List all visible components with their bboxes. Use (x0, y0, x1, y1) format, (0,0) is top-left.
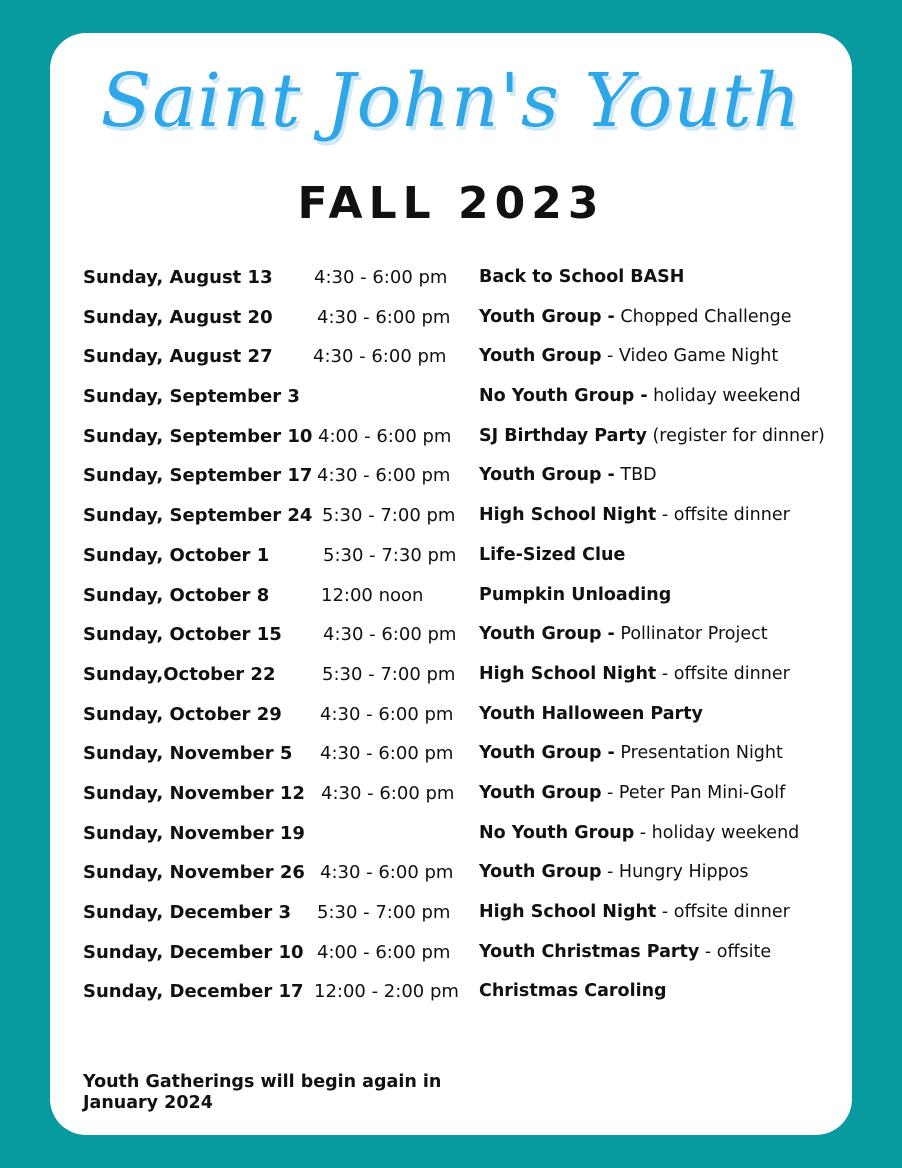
event-description (479, 774, 785, 814)
event-description (479, 734, 783, 774)
event-date: Sunday, August 13 (83, 267, 273, 288)
schedule-row (83, 536, 823, 576)
event-time: 5:30 - 7:00 pm (322, 505, 456, 527)
event-detail: - offsite dinner (656, 663, 790, 684)
event-title: Pumpkin Unloading (479, 584, 672, 605)
event-date: Sunday, November 5 (83, 743, 293, 765)
event-title: No Youth Group - (479, 386, 648, 407)
event-time: 12:00 noon (321, 584, 424, 606)
footer-note: Youth Gatherings will begin again in January 2024 (83, 1072, 442, 1113)
schedule-row (83, 933, 823, 973)
event-title: Youth Group (479, 782, 602, 803)
event-date: Sunday, October 29 (83, 703, 282, 725)
schedule-row (83, 655, 823, 695)
schedule-row (83, 972, 823, 1012)
event-date: Sunday, August 20 (83, 306, 273, 328)
event-time: 4:00 - 6:00 pm (318, 425, 452, 447)
event-title: High School Night (479, 663, 657, 684)
event-title: High School Night (479, 505, 657, 526)
event-description (479, 337, 778, 377)
event-detail: Presentation Night (614, 743, 783, 764)
event-title: SJ Birthday Party (479, 425, 647, 446)
event-time: 4:30 - 6:00 pm (323, 624, 457, 646)
event-time: 4:30 - 6:00 pm (314, 267, 448, 288)
event-time: 4:30 - 6:00 pm (320, 703, 454, 725)
event-detail: - Peter Pan Mini-Golf (601, 782, 786, 803)
event-title: Youth Group (479, 346, 602, 367)
event-description (479, 576, 671, 616)
event-detail: - offsite dinner (656, 505, 790, 526)
event-detail: - offsite (699, 941, 772, 962)
event-detail: - offsite dinner (656, 902, 790, 922)
event-date: Sunday, September 17 (83, 465, 313, 487)
schedule-row (83, 774, 823, 814)
event-title: Life-Sized Clue (479, 544, 626, 565)
page-title: Saint John's Youth (100, 58, 802, 144)
event-description (479, 258, 684, 298)
event-description (479, 853, 749, 893)
event-title: High School Night (479, 902, 657, 922)
event-detail: - Hungry Hippos (601, 862, 749, 883)
schedule-row (83, 258, 823, 298)
event-date: Sunday, October 8 (83, 584, 270, 606)
event-time: 4:30 - 6:00 pm (320, 743, 454, 765)
event-date: Sunday, September 10 (83, 425, 313, 447)
event-title: Youth Group - (479, 465, 615, 486)
event-date: Sunday, August 27 (83, 346, 273, 368)
schedule-row (83, 893, 823, 933)
event-description (479, 972, 667, 1012)
event-time: 5:30 - 7:30 pm (323, 544, 457, 566)
schedule-row (83, 814, 823, 854)
event-date: Sunday, October 1 (83, 544, 270, 566)
event-time: 4:30 - 6:00 pm (321, 782, 455, 804)
event-date: Sunday, November 26 (83, 862, 305, 884)
event-date: Sunday, December 10 (83, 941, 304, 963)
event-detail: - holiday weekend (634, 822, 800, 843)
schedule-list (83, 258, 823, 1012)
event-description (479, 536, 625, 576)
event-date: Sunday, December 3 (83, 902, 292, 923)
event-date: Sunday, November 19 (83, 822, 305, 844)
event-detail: Chopped Challenge (614, 306, 792, 327)
event-description (479, 615, 768, 655)
event-description (479, 655, 790, 695)
event-description (479, 814, 799, 854)
event-detail: Pollinator Project (614, 624, 768, 645)
event-detail: holiday weekend (647, 386, 801, 407)
event-time: 4:30 - 6:00 pm (320, 862, 454, 884)
schedule-row (83, 695, 823, 735)
event-title: No Youth Group (479, 822, 635, 843)
event-date: Sunday, September 24 (83, 505, 313, 527)
event-date: Sunday, November 12 (83, 782, 305, 804)
schedule-row (83, 734, 823, 774)
event-title: Youth Group - (479, 743, 615, 764)
schedule-row (83, 576, 823, 616)
event-title: Youth Group (479, 862, 602, 883)
event-description (479, 893, 790, 933)
event-date: Sunday, September 3 (83, 386, 300, 408)
event-time: 4:30 - 6:00 pm (317, 306, 451, 328)
event-title: Youth Halloween Party (479, 703, 703, 724)
event-date: Sunday, December 17 (83, 981, 304, 1003)
event-title: Youth Group - (479, 624, 615, 645)
event-title: Youth Christmas Party (479, 941, 700, 962)
event-description (479, 298, 792, 338)
event-title: Christmas Caroling (479, 981, 667, 1002)
event-time: 4:00 - 6:00 pm (317, 941, 451, 963)
event-time: 4:30 - 6:00 pm (317, 465, 451, 487)
event-date: Sunday,October 22 (83, 663, 276, 685)
event-time: 12:00 - 2:00 pm (314, 981, 459, 1003)
event-description (479, 377, 801, 417)
page-subtitle: FALL 2023 (297, 178, 605, 229)
event-detail: TBD (614, 465, 657, 486)
event-description (479, 456, 657, 496)
event-description (479, 417, 825, 457)
schedule-row (83, 298, 823, 338)
event-date: Sunday, October 15 (83, 624, 282, 646)
event-time: 5:30 - 7:00 pm (317, 902, 451, 923)
schedule-row (83, 615, 823, 655)
schedule-row (83, 496, 823, 536)
event-time: 5:30 - 7:00 pm (322, 663, 456, 685)
schedule-row (83, 377, 823, 417)
event-description (479, 695, 703, 735)
schedule-row (83, 456, 823, 496)
event-time: 4:30 - 6:00 pm (313, 346, 447, 368)
event-title: Youth Group - (479, 306, 615, 327)
event-title: Back to School BASH (479, 267, 685, 287)
event-detail: (register for dinner) (646, 425, 825, 446)
event-description (479, 496, 790, 536)
event-detail: - Video Game Night (601, 346, 779, 367)
event-description (479, 933, 771, 973)
schedule-row (83, 417, 823, 457)
schedule-row (83, 337, 823, 377)
schedule-row (83, 853, 823, 893)
